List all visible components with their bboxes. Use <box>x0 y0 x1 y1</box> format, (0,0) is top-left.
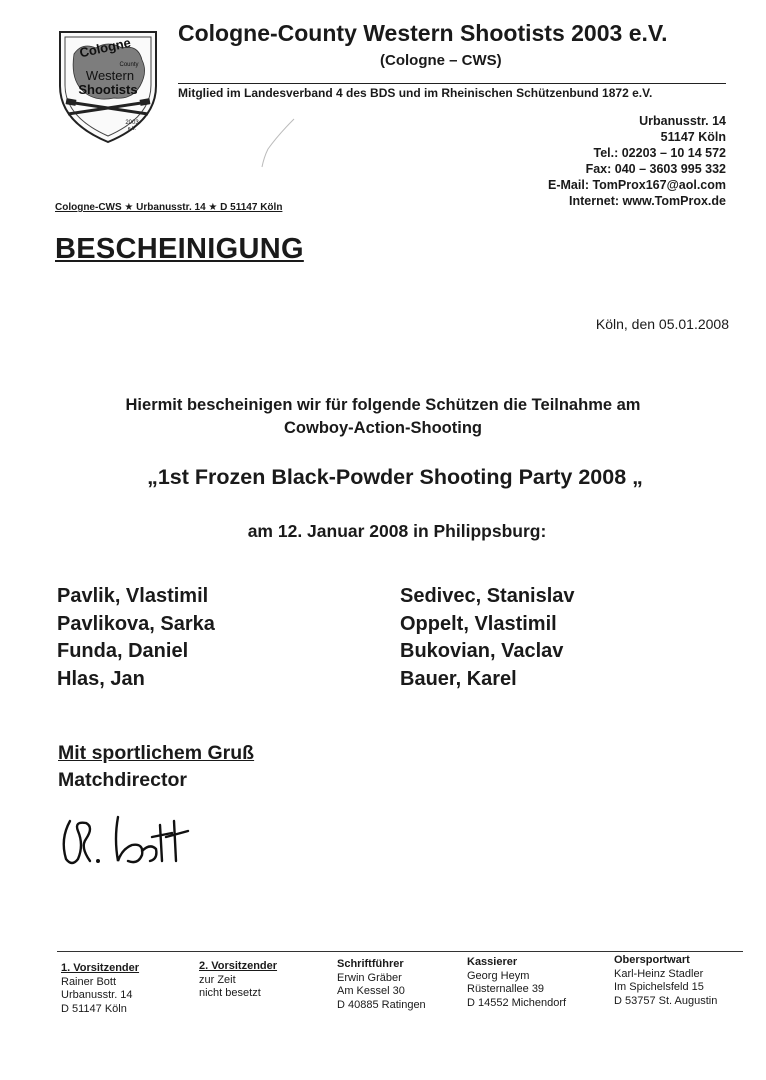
logo-text-ev: e.V. <box>127 126 137 132</box>
footer-title: 2. Vorsitzender <box>199 960 278 972</box>
footer-sports-director <box>614 954 717 1008</box>
participant-name: Bukovian, Vaclav <box>400 640 564 662</box>
footer-line: Urbanusstr. 14 <box>61 989 133 1001</box>
footer-line: D 14552 Michendorf <box>467 996 567 1009</box>
footer-line: D 40885 Ratingen <box>337 998 426 1011</box>
footer-treasurer <box>467 956 566 1010</box>
logo-text-county: County <box>119 62 139 68</box>
footer-line: zur Zeit <box>199 973 236 986</box>
contact-block <box>548 113 726 209</box>
handwritten-signature <box>56 803 196 873</box>
participant-name: Hlas, Jan <box>57 667 145 690</box>
footer-line: Rüsternallee 39 <box>467 983 545 995</box>
contact-tel: Tel.: 02203 – 10 14 572 <box>593 146 726 160</box>
intro-line-2: Cowboy-Action-Shooting <box>284 419 482 437</box>
footer-line: Am Kessel 30 <box>337 985 405 997</box>
footer-line: Rainer Bott <box>61 975 117 988</box>
footer-chairman-1 <box>61 962 139 1016</box>
participant-name: Pavlikova, Sarka <box>57 612 215 635</box>
sender-address-line: Cologne-CWS ★ Urbanusstr. 14 ★ D 51147 Köln <box>55 202 283 213</box>
footer-line: D 51147 Köln <box>61 1002 127 1015</box>
membership-line: Mitglied im Landesverband 4 des BDS und im Rheinischen Schützenbund 1872 e.V. <box>178 83 726 100</box>
footer-title: 1. Vorsitzender <box>61 962 140 974</box>
footer-title: Schriftführer <box>337 958 404 970</box>
contact-fax: Fax: 040 – 3603 995 332 <box>585 162 726 176</box>
footer-line: nicht besetzt <box>199 987 261 999</box>
footer-divider <box>57 951 743 952</box>
participant-name: Oppelt, Vlastimil <box>400 612 557 635</box>
participant-name: Sedivec, Stanislav <box>400 585 575 607</box>
logo-text-cologne: Cologne <box>78 34 133 61</box>
footer-line: Karl-Heinz Stadler <box>614 967 704 980</box>
document-title: BESCHEINIGUNG <box>55 233 304 265</box>
intro-line-1: Hiermit bescheinigen wir für folgende Schützen die Teilnahme am <box>125 396 641 414</box>
signer-role: Matchdirector <box>58 769 187 791</box>
footer-chairman-2 <box>199 960 277 1001</box>
contact-internet: Internet: www.TomProx.de <box>569 194 726 208</box>
footer-title: Kassierer <box>467 956 518 968</box>
footer-line: Georg Heym <box>467 969 530 982</box>
participant-name: Bauer, Karel <box>400 667 517 690</box>
event-date: am 12. Januar 2008 in Philippsburg: <box>247 521 547 541</box>
footer-title: Obersportwart <box>614 954 690 966</box>
footer-line: Erwin Gräber <box>337 971 402 984</box>
footer-line: D 53757 St. Augustin <box>614 994 718 1007</box>
document-date: Köln, den 05.01.2008 <box>595 316 729 332</box>
participants-right <box>400 583 575 693</box>
intro-text <box>0 394 766 440</box>
contact-email: E-Mail: TomProx167@aol.com <box>548 178 726 192</box>
contact-city: 51147 Köln <box>660 130 726 144</box>
pencil-mark <box>258 115 298 170</box>
footer-line: Im Spichelsfeld 15 <box>614 981 704 993</box>
participant-name: Pavlik, Vlastimil <box>57 585 209 607</box>
club-name: Cologne-County Western Shootists 2003 e.V. <box>178 20 668 46</box>
event-name: „1st Frozen Black-Powder Shooting Party 2008 „ <box>147 465 643 489</box>
participant-name: Funda, Daniel <box>57 640 189 662</box>
participants-left <box>57 583 215 693</box>
contact-street: Urbanusstr. 14 <box>639 114 726 128</box>
closing-greeting: Mit sportlichem Gruß <box>58 742 255 764</box>
footer-secretary <box>337 958 426 1012</box>
logo-text-year: 2003 <box>125 120 139 126</box>
logo-text-shootists: Shootists <box>78 82 138 97</box>
club-short-name: (Cologne – CWS) <box>380 52 502 69</box>
club-logo <box>52 22 164 146</box>
logo-text-western: Western <box>85 68 135 83</box>
